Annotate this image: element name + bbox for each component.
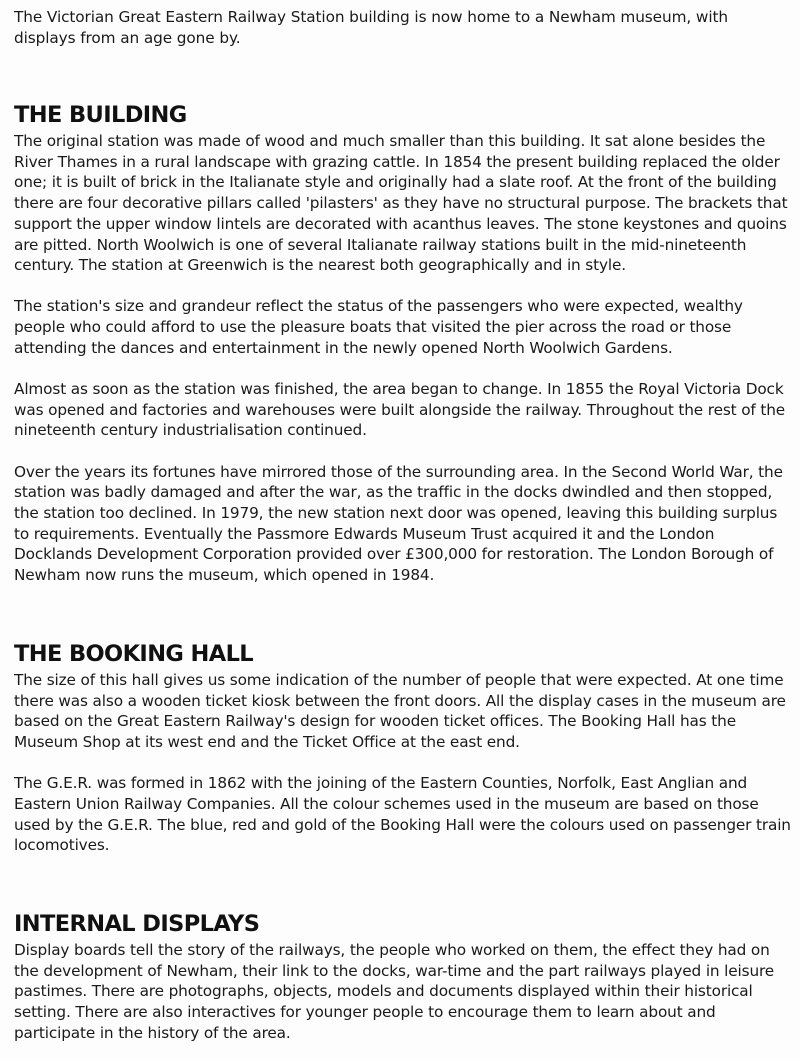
paragraph: Almost as soon as the station was finished, the area began to change. In 1855 the Royal Victoria Dock was opened and factories and warehouses were built alongside the railway. Throughout the rest of the nineteenth century industrialisation continued.	[14, 380, 786, 440]
paragraph: Over the years its fortunes have mirrored those of the surrounding area. In the Second World War, the station was badly damaged and after the war, as the traffic in the docks dwindled and then stopped, the station too declined. In 1979, the new station next door was opened, leaving this building surplus to requirements. Eventually the Passmore Edwards Museum Trust acquired it and the London Docklands Development Corporation provided over £300,000 for restoration. The London Borough of Newham now runs the museum, which opened in 1984.	[14, 462, 783, 585]
intro-paragraph: The Victorian Great Eastern Railway Station building is now home to a Newham museum, with displays from an age gone by.	[14, 8, 728, 47]
section-heading: THE BOOKING HALL	[14, 641, 254, 667]
section-the-booking-hall	[14, 640, 792, 877]
section-the-building	[14, 101, 792, 606]
paragraph: The original station was made of wood and much smaller than this building. It sat alone besides the River Thames in a rural landscape with grazing cattle. In 1854 the present building replaced the older one; it is built of brick in the Italianate style and originally had a slate roof. At the front of the building there are four decorative pillars called 'pilasters' as they have no structural purpose. The brackets that support the upper window lintels are decorated with acanthus leaves. The stone keystones and quoins are pitted. North Woolwich is one of several Italianate railway stations built in the mid-nineteenth century. The station at Greenwich is the nearest both geographically and in style.	[14, 132, 788, 275]
section-heading: THE BUILDING	[14, 102, 187, 128]
section-heading: INTERNAL DISPLAYS	[14, 911, 260, 937]
paragraph: Display boards tell the story of the railways, the people who worked on them, the effect they had on the development of Newham, their link to the docks, war-time and the part railways played in leisure pastimes. There are photographs, objects, models and documents displayed within their historical setting. There are also interactives for younger people to encourage them to learn about and participate in the history of the area.	[14, 941, 775, 1042]
paragraph: The station's size and grandeur reflect the status of the passengers who were expected, wealthy people who could afford to use the pleasure boats that visited the pier across the road or those attending the dances and entertainment in the newly opened North Woolwich Gardens.	[14, 297, 743, 357]
paragraph: The G.E.R. was formed in 1862 with the joining of the Eastern Counties, Norfolk, East Anglian and Eastern Union Railway Companies. All the colour schemes used in the museum are based on those used by the G.E.R. The blue, red and gold of the Booking Hall were the colours used on passenger train locomotives.	[14, 774, 791, 855]
section-internal-displays	[14, 910, 792, 1064]
paragraph: The size of this hall gives us some indication of the number of people that were expected. At one time there was also a wooden ticket kiosk between the front doors. All the display cases in the museum are based on the Great Eastern Railway's design for wooden ticket offices. The Booking Hall has the Museum Shop at its west end and the Ticket Office at the east end.	[14, 671, 786, 752]
